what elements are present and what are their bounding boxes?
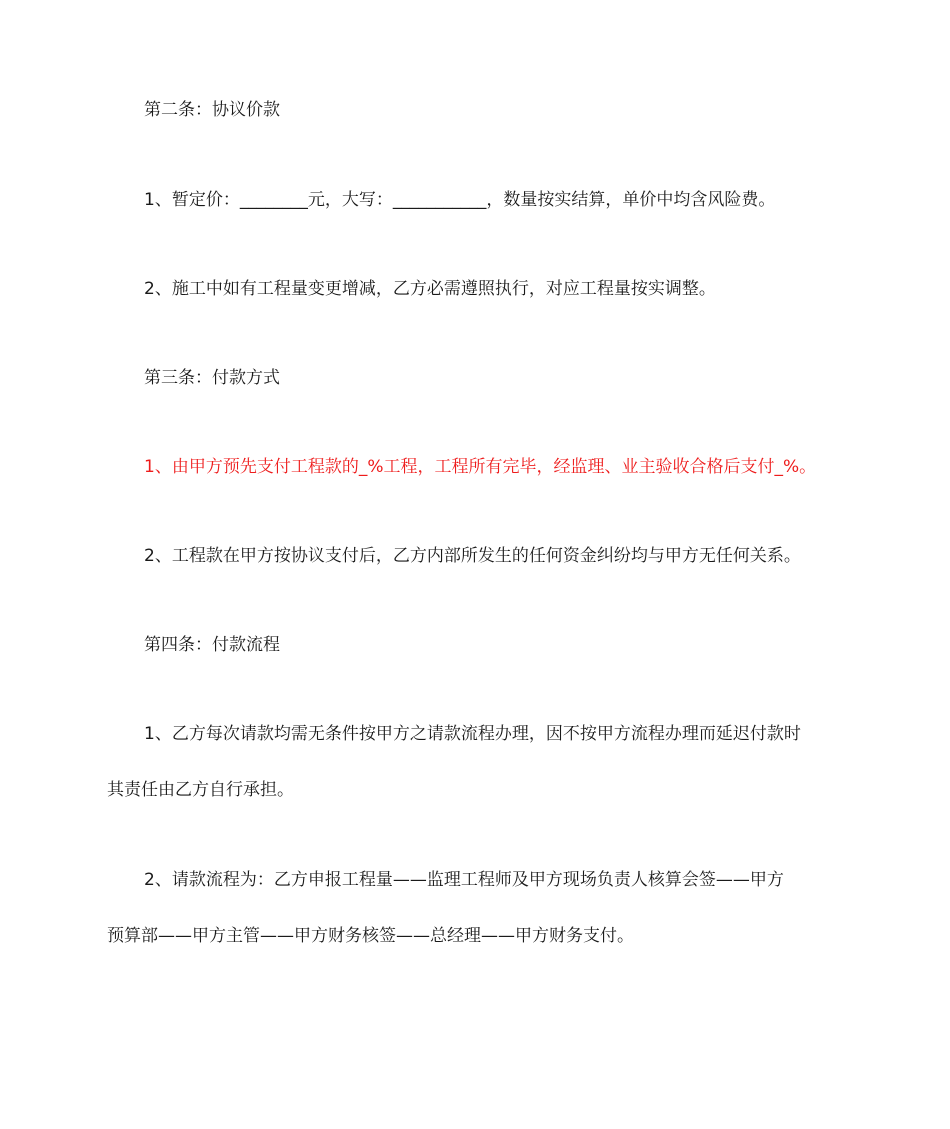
article-2-item-1: 1、暂定价：________元，大写：___________，数量按实结算，单价中均含风险费。 xyxy=(144,190,776,210)
article-2-heading: 第二条：协议价款 xyxy=(144,100,280,120)
article-2-item-2: 2、施工中如有工程量变更增减，乙方必需遵照执行，对应工程量按实调整。 xyxy=(144,279,716,299)
article-3-heading: 第三条：付款方式 xyxy=(144,368,280,388)
article-4-item-2-line-2: 预算部——甲方主管——甲方财务核签——总经理——甲方财务支付。 xyxy=(107,926,634,946)
article-4-item-1-line-2: 其责任由乙方自行承担。 xyxy=(107,780,294,800)
article-4-heading: 第四条：付款流程 xyxy=(144,635,280,655)
article-3-item-2: 2、工程款在甲方按协议支付后，乙方内部所发生的任何资金纠纷均与甲方无任何关系。 xyxy=(144,546,801,566)
article-4-item-1-line-1: 1、乙方每次请款均需无条件按甲方之请款流程办理，因不按甲方流程办理而延迟付款时 xyxy=(144,724,801,744)
article-4-item-2-line-1: 2、请款流程为：乙方申报工程量——监理工程师及甲方现场负责人核算会签——甲方 xyxy=(144,870,784,890)
article-3-item-1: 1、由甲方预先支付工程款的_%工程，工程所有完毕，经监理、业主验收合格后支付_%。 xyxy=(144,457,817,477)
